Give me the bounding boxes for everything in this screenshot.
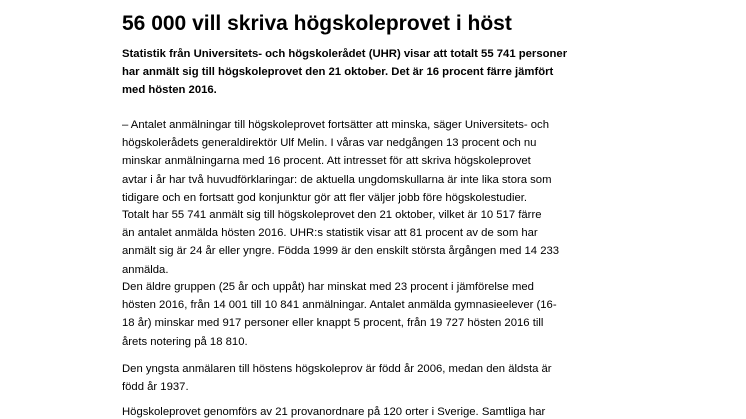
body-paragraph-organizers <box>122 403 592 419</box>
paragraph-line: hösten 2016, från 14 001 till 10 841 anmälningar. Antalet anmälda gymnasieelever (16- <box>122 299 557 312</box>
body-paragraph-youngest-oldest <box>122 360 592 396</box>
paragraph-line: tidigare och en fortsatt god konjunktur gör att fler väljer jobb före högskolestudier. <box>122 191 528 204</box>
paragraph-line: anmält sig är 24 år eller yngre. Födda 1999 är den enskilt största årgången med 14 233 <box>122 245 560 258</box>
lead-line: har anmält sig till högskoleprovet den 21 oktober. Det är 16 procent färre jämfört <box>122 66 554 79</box>
body-paragraph-quote <box>122 116 592 207</box>
paragraph-line: Totalt har 55 741 anmält sig till högskoleprovet den 21 oktober, vilket är 10 517 färre <box>122 209 542 221</box>
paragraph-line: anmälda. <box>122 263 169 276</box>
paragraph-line: avtar i år har två huvudförklaringar: de aktuella ungdomskullarna är inte lika stora som <box>122 173 552 186</box>
paragraph-line: minskar anmälningarna med 16 procent. Att intresset för att skriva högskoleprovet <box>122 155 531 168</box>
body-paragraph-totals <box>122 206 592 279</box>
document-title: 56 000 vill skriva högskoleprovet i höst <box>122 12 512 35</box>
lead-line: med hösten 2016. <box>122 84 217 97</box>
paragraph-line: 18 år) minskar med 917 personer eller knappt 5 procent, från 19 727 hösten 2016 till <box>122 317 544 330</box>
lead-line: Statistik från Universitets- och högskolerådet (UHR) visar att totalt 55 741 personer <box>122 48 568 60</box>
paragraph-line: Högskoleprovet genomförs av 21 provanordnare på 120 orter i Sverige. Samtliga har <box>122 406 546 418</box>
paragraph-line: Den äldre gruppen (25 år och uppåt) har minskat med 23 procent i jämförelse med <box>122 281 534 293</box>
paragraph-line: Den yngsta anmälaren till höstens högskoleprov är född år 2006, medan den äldsta är <box>122 363 552 375</box>
paragraph-line: – Antalet anmälningar till högskoleprovet fortsätter att minska, säger Universitets- och <box>122 119 549 131</box>
lead-paragraph <box>122 45 592 100</box>
paragraph-line: än antalet anmälda hösten 2016. UHR:s statistik visar att 81 procent av de som har <box>122 227 538 240</box>
paragraph-line: högskolerådets generaldirektör Ulf Melin. I våras var nedgången 13 procent och nu <box>122 137 537 150</box>
body-paragraph-age-groups <box>122 278 592 351</box>
paragraph-line: född år 1937. <box>122 381 189 394</box>
paragraph-line: årets notering på 18 810. <box>122 335 248 348</box>
